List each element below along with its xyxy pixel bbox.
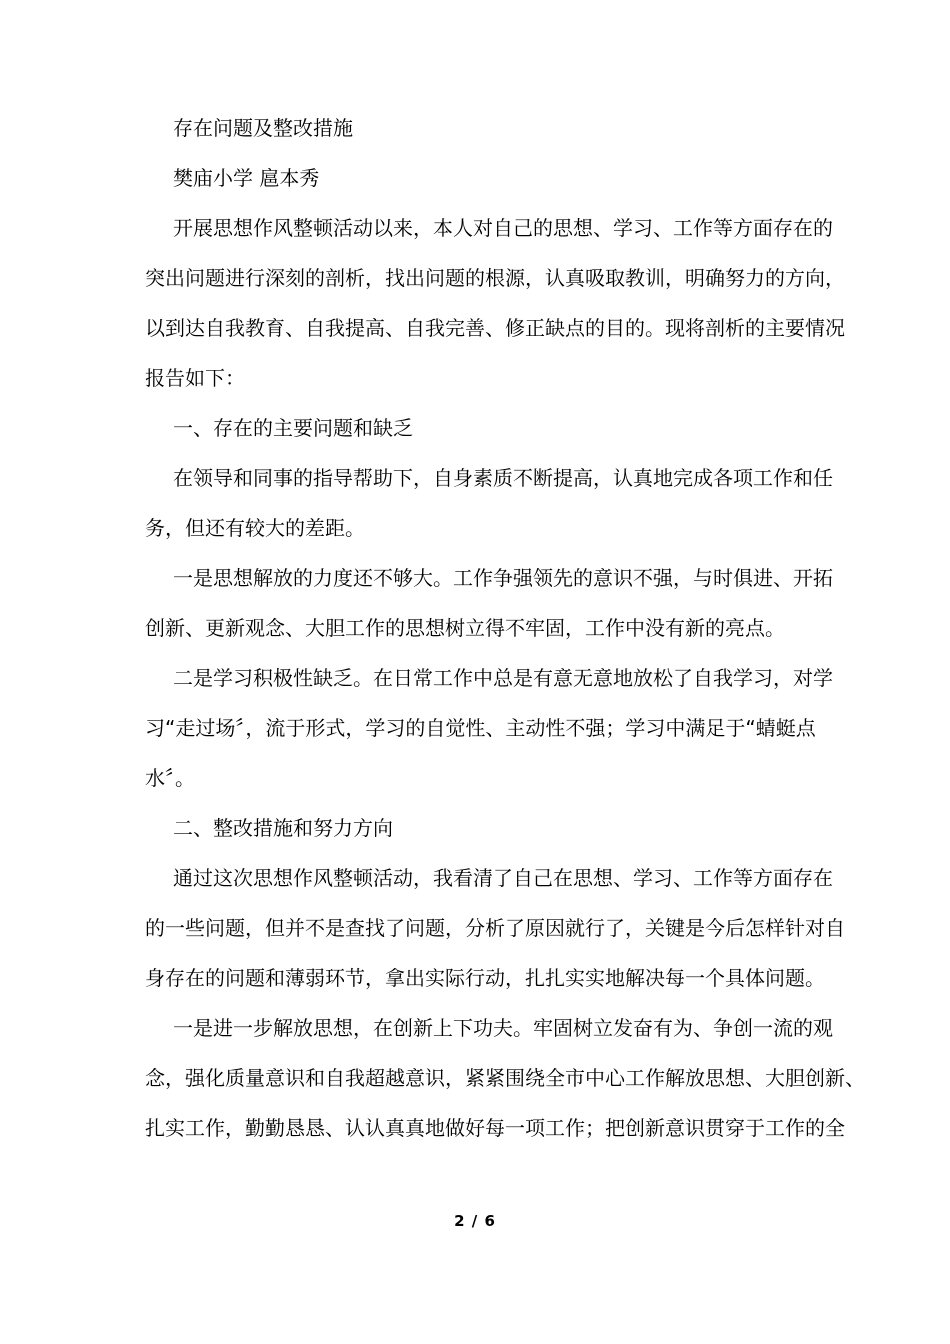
- text-line: 习“走过场〞，流于形式，学习的自觉性、主动性不强；学习中满足于“蜻蜓点: [145, 716, 816, 740]
- text-line: 在领导和同事的指导帮助下，自身素质不断提高，认真地完成各项工作和任: [173, 466, 833, 490]
- text-line: 突出问题进行深刻的剖析，找出问题的根源，认真吸取教训，明确努力的方向，: [145, 266, 845, 290]
- text-line: 念，强化质量意识和自我超越意识，紧紧围绕全市中心工作解放思想、大胆创新、: [145, 1066, 865, 1090]
- text-line: 开展思想作风整顿活动以来，本人对自己的思想、学习、工作等方面存在的: [173, 216, 833, 240]
- text-line: 一是进一步解放思想，在创新上下功夫。牢固树立发奋有为、争创一流的观: [173, 1016, 833, 1040]
- text-line: 身存在的问题和薄弱环节，拿出实际行动，扎扎实实地解决每一个具体问题。: [145, 966, 825, 990]
- text-line: 的一些问题，但并不是查找了问题，分析了原因就行了，关键是今后怎样针对自: [145, 916, 845, 940]
- document-body: [145, 103, 865, 1153]
- text-line: 扎实工作，勤勤恳恳、认认真真地做好每一项工作；把创新意识贯穿于工作的全: [145, 1116, 845, 1140]
- section-heading: 一、存在的主要问题和缺乏: [173, 416, 413, 440]
- text-line: 一是思想解放的力度还不够大。工作争强领先的意识不强，与时俱进、开拓: [173, 566, 833, 590]
- text-line: 创新、更新观念、大胆工作的思想树立得不牢固，工作中没有新的亮点。: [145, 616, 785, 640]
- text-line: 通过这次思想作风整顿活动，我看清了自己在思想、学习、工作等方面存在: [173, 866, 833, 890]
- section-heading: 二、整改措施和努力方向: [173, 816, 393, 840]
- author-line: 樊庙小学 扈本秀: [173, 166, 320, 190]
- document-title: 存在问题及整改措施: [173, 116, 353, 140]
- text-line: 以到达自我教育、自我提高、自我完善、修正缺点的目的。现将剖析的主要情况: [145, 316, 845, 340]
- text-line: 二是学习积极性缺乏。在日常工作中总是有意无意地放松了自我学习，对学: [173, 666, 833, 690]
- page-number: 2 / 6: [454, 1212, 496, 1230]
- text-line: 报告如下：: [145, 366, 245, 390]
- text-line: 务，但还有较大的差距。: [145, 516, 365, 540]
- text-line: 水〞。: [145, 766, 195, 790]
